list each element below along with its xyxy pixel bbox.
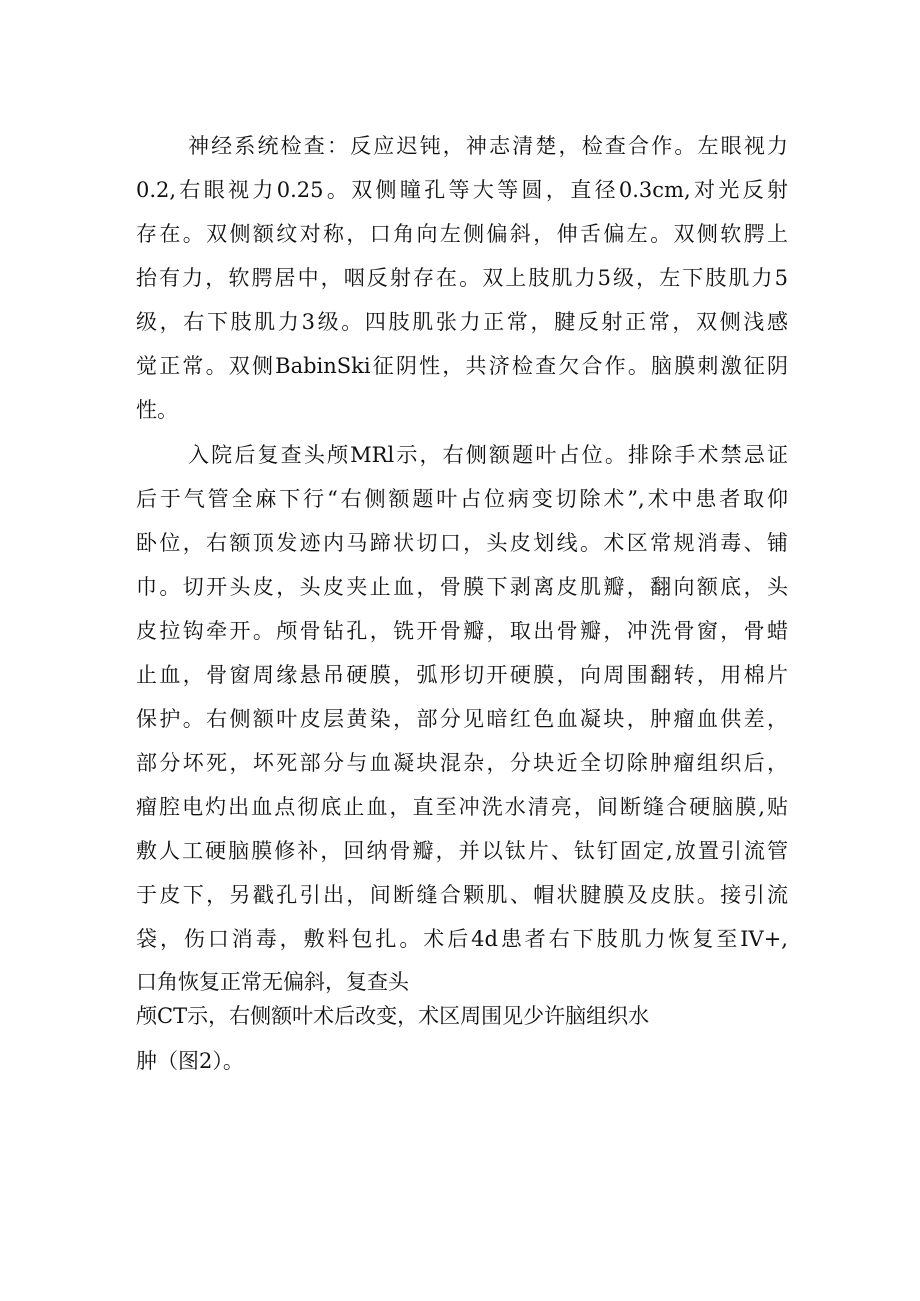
paragraph-2-line-8: 部分坏死，坏死部分与血凝块混杂，分块近全切除肿瘤组织后， [136, 751, 788, 775]
paragraph-2-line-15: 肿（图2）。 [136, 1049, 244, 1073]
paragraph-2-line-10: 敷人工硬脑膜修补，回纳骨瓣，并以钛片、钛钉固定,放置引流管 [136, 839, 788, 863]
paragraph-2-line-2: 后于气管全麻下行“右侧额题叶占位病变切除术”,术中患者取仰 [136, 487, 788, 511]
paragraph-2-line-1: 入院后复查头颅MRl示，右侧额题叶占位。排除手术禁忌证 [188, 443, 788, 467]
paragraph-1-line-1: 神经系统检查：反应迟钝，神志清楚，检查合作。左眼视力 [188, 134, 788, 158]
paragraph-2-line-9: 瘤腔电灼出血点彻底止血，直至冲洗水清亮，间断缝合硬脑膜,贴 [136, 795, 788, 819]
paragraph-2-line-3: 卧位，右额顶发迹内马蹄状切口，头皮划线。术区常规消毒、铺 [136, 531, 788, 555]
paragraph-2-line-14: 颅CT示，右侧额叶术后改变，术区周围见少许脑组织水 [136, 1004, 650, 1028]
paragraph-2-line-4: 巾。切开头皮，头皮夹止血，骨膜下剥离皮肌瓣，翻向额底，头 [136, 575, 788, 599]
paragraph-1-line-2: 0.2,右眼视力0.25。双侧瞳孔等大等圆，直径0.3cm,对光反射 [136, 178, 788, 202]
paragraph-2-line-5: 皮拉钩牵开。颅骨钻孔，铣开骨瓣，取出骨瓣，冲洗骨窗，骨蜡 [136, 619, 788, 643]
paragraph-1-line-7: 性。 [136, 398, 178, 422]
paragraph-2-line-13: 口角恢复正常无偏斜，复查头 [136, 970, 409, 994]
paragraph-2-line-7: 保护。右侧额叶皮层黄染，部分见暗红色血凝块，肿瘤血供差， [136, 707, 788, 731]
paragraph-1-line-4: 抬有力，软腭居中，咽反射存在。双上肢肌力5级，左下肢肌力5 [136, 266, 788, 290]
paragraph-2-line-12: 袋，伤口消毒，敷料包扎。术后4d患者右下肢肌力恢复至IV+, [136, 927, 788, 951]
paragraph-2-line-11: 于皮下，另戳孔引出，间断缝合颗肌、帽状腱膜及皮肤。接引流 [136, 883, 788, 907]
paragraph-1-line-5: 级，右下肢肌力3级。四肢肌张力正常，腱反射正常，双侧浅感 [136, 310, 788, 334]
paragraph-1-line-3: 存在。双侧额纹对称，口角向左侧偏斜，伸舌偏左。双侧软腭上 [136, 222, 788, 246]
paragraph-2-line-6: 止血，骨窗周缘悬吊硬膜，弧形切开硬膜，向周围翻转，用棉片 [136, 663, 788, 687]
paragraph-1-line-6: 觉正常。双侧BabinSki征阴性，共济检查欠合作。脑膜刺激征阴 [136, 354, 788, 378]
